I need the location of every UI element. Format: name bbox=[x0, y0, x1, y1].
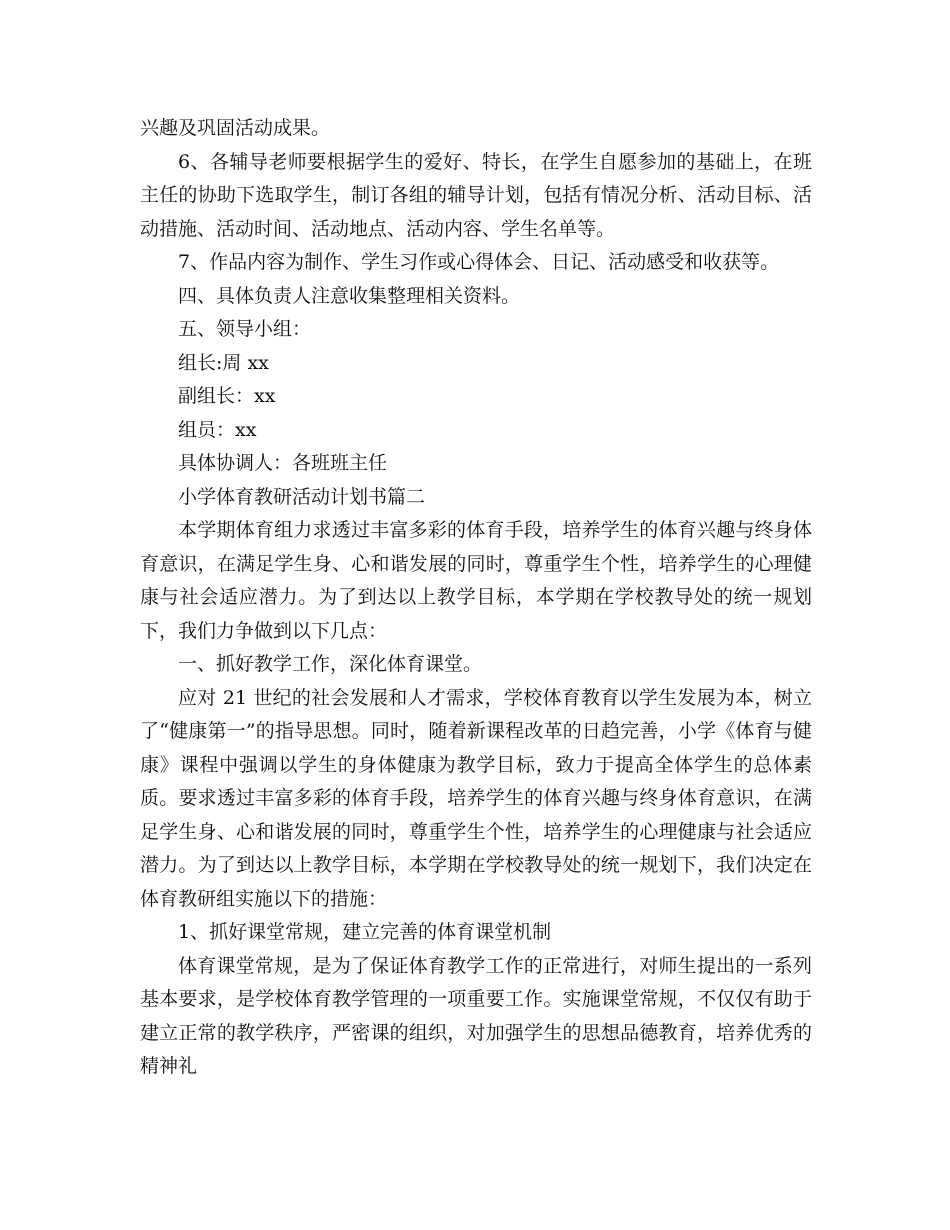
section-heading-4: 四、具体负责人注意收集整理相关资料。 bbox=[178, 284, 521, 307]
paragraph-item-7: 7、作品内容为制作、学生习作或心得体会、日记、活动感受和收获等。 bbox=[178, 251, 780, 273]
paragraph-item-6: 6、各辅导老师要根据学生的爱好、特长，在学生自愿参加的基础上，在班主任的协助下选取学生，制订各组的辅导计划，包括有情况分析、活动目标、活动措施、活动时间、活动地点、活动内容、学生名单等。 bbox=[140, 150, 812, 240]
intro-paragraph: 本学期体育组力求透过丰富多彩的体育手段，培养学生的体育兴趣与终身体育意识，在满足学生身、心和谐发展的同时，尊重学生个性，培养学生的心理健康与社会适应潜力。为了到达以上教学目标，本学期在学校教导处的统一规划下，我们力争做到以下几点： bbox=[140, 519, 812, 642]
body-paragraph-classroom: 体育课堂常规，是为了保证体育教学工作的正常进行，对师生提出的一系列基本要求，是学校体育教学管理的一项重要工作。实施课堂常规，不仅仅有助于建立正常的教学秩序，严密课的组织，对加强学生的思想品德教育，培养优秀的精神礼 bbox=[140, 954, 812, 1077]
document-body bbox=[140, 112, 812, 1084]
subsection-heading-1: 1、抓好课堂常规，建立完善的体育课堂机制 bbox=[178, 921, 552, 943]
paragraph-continuation: 兴趣及巩固活动成果。 bbox=[140, 117, 331, 139]
deputy-leader-line: 副组长：xx bbox=[178, 385, 276, 407]
coordinator-line: 具体协调人：各班班主任 bbox=[178, 452, 388, 474]
article-title-part-2: 小学体育教研活动计划书篇二 bbox=[178, 485, 426, 508]
leader-line: 组长:周 xx bbox=[178, 351, 269, 374]
section-heading-1: 一、抓好教学工作，深化体育课堂。 bbox=[178, 653, 483, 675]
body-paragraph: 应对 21 世纪的社会发展和人才需求，学校体育教育以学生发展为本，树立了“健康第一”的指导思想。同时，随着新课程改革的日趋完善，小学《体育与健康》课程中强调以学生的身体健康为教学目标，致力于提高全体学生的总体素质。要求透过丰富多彩的体育手段，培养学生的体育兴趣与终身体育意识，在满足学生身、心和谐发展的同时，尊重学生个性，培养学生的心理健康与社会适应潜力。为了到达以上教学目标，本学期在学校教导处的统一规划下，我们决定在体育教研组实施以下的措施： bbox=[140, 686, 812, 910]
member-line: 组员：xx bbox=[178, 418, 257, 441]
section-heading-5: 五、领导小组： bbox=[178, 318, 312, 340]
